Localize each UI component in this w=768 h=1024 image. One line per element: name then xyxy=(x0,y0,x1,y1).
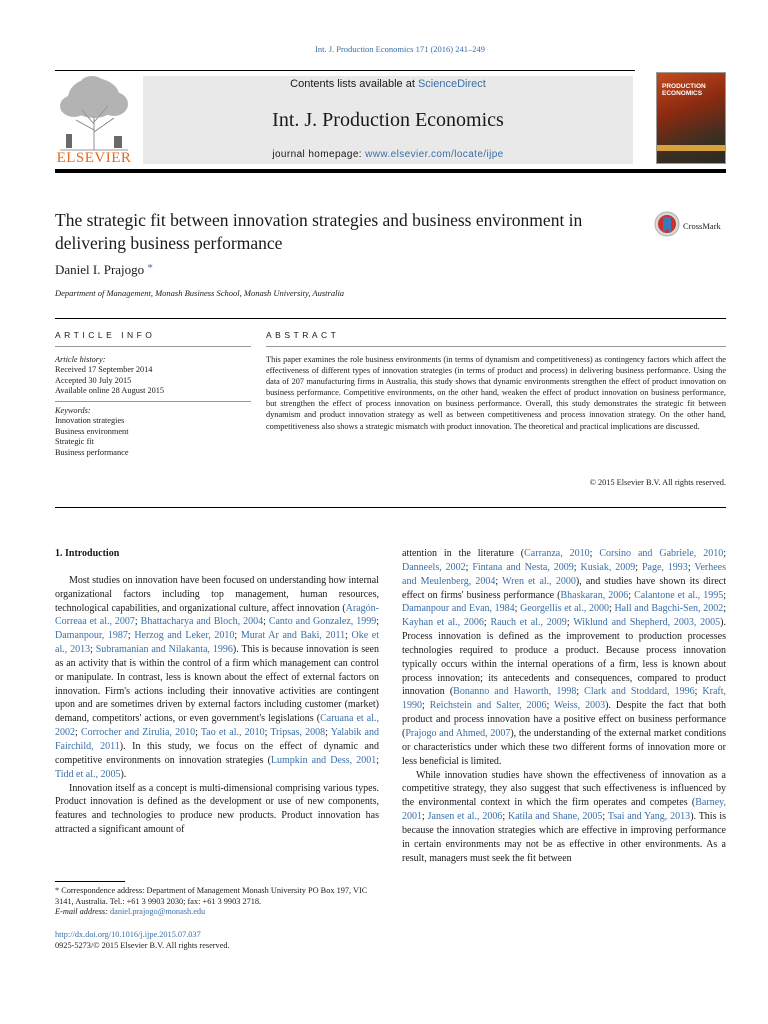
paragraph-text: ; xyxy=(75,727,81,739)
citation-link[interactable]: Reichstein and Salter, 2006 xyxy=(429,700,547,712)
abstract-heading: ABSTRACT xyxy=(266,330,340,340)
citation-link[interactable]: Rauch et al., 2009 xyxy=(490,617,567,629)
body-paragraph xyxy=(55,574,379,782)
citation-link[interactable]: Oke et al., 2013 xyxy=(55,630,379,656)
author-affiliation: Department of Management, Monash Business School, Monash University, Australia xyxy=(55,288,345,298)
paragraph-text: ). Process innovation is defined as the improvement to production processes technologies required to produce a product. Because process innovation typically occurs within the internal operations of a firm, less is known about process innovation; its antecedents and consequences, compared to product innovation ( xyxy=(402,617,726,698)
paragraph-text: ; xyxy=(573,561,581,573)
journal-citation-link[interactable]: Int. J. Production Economics 171 (2016) 241–249 xyxy=(315,44,485,54)
paragraph-text: ; xyxy=(422,700,430,712)
paragraph-text: ; xyxy=(635,561,642,573)
paragraph-text: ; xyxy=(134,616,141,628)
journal-name: Int. J. Production Economics xyxy=(272,109,504,131)
author-line xyxy=(55,262,153,278)
paragraph-text: ; xyxy=(90,644,96,656)
paragraph-text: ), the understanding of the external market conditions or characteristics under which these two different forms of innovation more or less beneficial is limited. xyxy=(402,727,726,767)
body-column-left xyxy=(55,547,379,837)
paragraph-text: attention in the literature ( xyxy=(402,548,525,559)
citation-link[interactable]: Murat Ar and Baki, 2011 xyxy=(240,630,346,642)
journal-homepage-line xyxy=(143,149,633,160)
abstract-text: This paper examines the role business environments (in terms of dynamism and competitiveness) as contingency factors which affect the effectiveness of different types of innovation strategies (in terms of product and process) in delivering business performance. Using the data of 207 manufacturing firms in Australia, this study shows that dynamic environments strengthen the effect of product innovation on business performance. Competitive environments, on the other hand, weaken the effect of product innovation on business performance, but strengthen the effect of process innovation on business performance. Overall, this study demonstrates the strategic fit between dynamism and product innovation strategy as well as between competitiveness and process innovation strategy. On the other hand, competitiveness also shows a strategic mismatch with product innovation. The theoretical and practical implications are discussed. xyxy=(266,355,726,431)
citation-link[interactable]: Kayhan et al., 2006 xyxy=(402,617,484,629)
crossmark-button[interactable] xyxy=(654,211,721,241)
paragraph-text: ). This is because innovation is seen as an activity that is within the control of a firm which management can control or manipulate. In contrast, less is known about the effect of external factors on innovation. Firm's actions including their innovative activities are contingent upon and are sometimes driven by external factors including customer (market) demand, competitors' actions, or even government's legislations ( xyxy=(55,644,379,725)
citation-link[interactable]: Wren et al., 2000 xyxy=(502,575,576,587)
footnote-rule xyxy=(55,881,125,882)
paragraph-text: ; xyxy=(602,811,608,823)
journal-cover-image xyxy=(656,72,726,164)
paragraph-text: ; xyxy=(264,727,271,739)
crossmark-label: CrossMark xyxy=(683,221,721,231)
history-accepted: Accepted 30 July 2015 xyxy=(55,375,132,385)
citation-link[interactable]: Lumpkin and Dess, 2001 xyxy=(270,754,377,766)
issn-copyright: 0925-5273/© 2015 Elsevier B.V. All rights reserved. xyxy=(55,940,230,950)
citation-link[interactable]: Caruana et al., 2002 xyxy=(55,713,379,739)
citation-link[interactable]: Kusiak, 2009 xyxy=(580,561,636,573)
section-rule xyxy=(55,318,726,319)
section-heading-introduction: 1. Introduction xyxy=(55,548,120,559)
citation-link[interactable]: Verhees and Meulenberg, 2004 xyxy=(402,561,726,587)
paragraph-text: ; xyxy=(483,617,491,629)
abstract-rule xyxy=(266,346,726,347)
paragraph-text: ; xyxy=(694,686,703,698)
citation-link[interactable]: Jansen et al., 2006 xyxy=(427,811,503,823)
paragraph-text: ; xyxy=(589,548,600,559)
paragraph-text: ; xyxy=(263,616,269,628)
paragraph-text: While innovation studies have shown the effectiveness of innovation as a competitive strategy, they also suggest that such effectiveness is influenced by the environmental context in which the firm operates and competes ( xyxy=(402,769,726,809)
keyword-item: Business performance xyxy=(55,447,129,457)
citation-link[interactable]: Corsino and Gabriele, 2010 xyxy=(599,548,724,559)
correspondence-address: * Correspondence address: Department of Management Monash University PO Box 197, VIC 3141, Australia. Tel.: +61 3 9903 2030; fax: +61 3 9903 2718. xyxy=(55,886,368,906)
contents-prefix: Contents lists available at xyxy=(290,78,418,90)
body-paragraph xyxy=(402,547,726,769)
paragraph-text: ; xyxy=(195,727,201,739)
paragraph-text: ; xyxy=(723,603,726,615)
paragraph-text: ; xyxy=(345,630,352,642)
abstract-copyright: © 2015 Elsevier B.V. All rights reserved. xyxy=(589,478,726,487)
paragraph-text: ), and studies have shown its direct effect on firms' business performance ( xyxy=(402,575,726,601)
crossmark-icon xyxy=(654,211,680,241)
citation-link[interactable]: Subramanian and Nilakanta, 1996 xyxy=(95,644,233,656)
author-name: Daniel I. Prajogo xyxy=(55,262,145,277)
elsevier-wordmark: ELSEVIER xyxy=(56,150,132,166)
paper-title: The strategic fit between innovation strategies and business environment in delivering business performance xyxy=(55,210,583,253)
history-label: Article history: xyxy=(55,355,106,364)
paragraph-text: ; xyxy=(376,616,380,628)
citation-link[interactable]: Tripsas, 2008 xyxy=(270,727,326,739)
citation-link[interactable]: Kraft, 1990 xyxy=(402,686,727,712)
paragraph-text: ; xyxy=(628,589,635,601)
citation-link[interactable]: Prajogo and Ahmed, 2007 xyxy=(405,727,511,739)
email-label: E-mail address: xyxy=(55,907,110,916)
email-line xyxy=(55,907,379,918)
body-column-right xyxy=(402,547,726,865)
history-online: Available online 28 August 2015 xyxy=(55,386,165,396)
citation-link[interactable]: Aragón-Correaa et al., 2007 xyxy=(55,602,379,628)
paragraph-text: ; xyxy=(465,561,473,573)
header-rule xyxy=(55,70,635,71)
paragraph-text: ; xyxy=(723,589,727,601)
paragraph-text: ; xyxy=(495,575,503,587)
paragraph-text: ; xyxy=(376,754,379,766)
paragraph-text: ; xyxy=(546,700,555,712)
sciencedirect-link[interactable]: ScienceDirect xyxy=(417,78,486,90)
paragraph-text: Innovation itself as a concept is multi-dimensional comprising various types. Product innovation is defined as the development or use of new components, features and technologies to produce new products. Product innovation has attracted a significant amount of xyxy=(55,782,379,836)
paragraph-text: ; xyxy=(127,630,135,642)
keywords-rule xyxy=(55,401,251,402)
citation-link[interactable]: Wiklund and Shepherd, 2003, 2005 xyxy=(573,617,721,629)
body-paragraph xyxy=(402,769,726,866)
citation-link[interactable]: Katila and Shane, 2005 xyxy=(507,811,603,823)
citation-link[interactable]: Damanpour, 1987 xyxy=(55,630,128,642)
paragraph-text: ; xyxy=(502,811,508,823)
article-info-rule xyxy=(55,346,251,347)
citation-link[interactable]: Barney, 2001 xyxy=(402,797,726,823)
citation-link[interactable]: Tidd et al., 2005 xyxy=(55,768,121,780)
footnote xyxy=(55,886,379,918)
citation-link[interactable]: Yalabik and Fairchild, 2011 xyxy=(55,727,379,752)
keywords-block xyxy=(55,406,251,458)
paragraph-text: ). xyxy=(120,768,127,780)
paragraph-text: ; xyxy=(723,548,727,559)
keyword-item: Strategic fit xyxy=(55,437,94,447)
contents-line xyxy=(143,78,633,90)
paragraph-text: ). This is because the innovation strategies which are effective in improving performance in certain environments may not be as effective in other environments. As a result, managers must seek the fit between xyxy=(402,811,727,864)
keywords-label: Keywords: xyxy=(55,406,91,415)
paragraph-text: ; xyxy=(234,630,241,642)
paragraph-text: ; xyxy=(514,603,521,615)
homepage-prefix: journal homepage: xyxy=(272,149,366,160)
paragraph-text: Most studies on innovation have been focused on understanding how internal organizational factors including top management, human resources, technological capabilities, and organizational culture, affect innovation ( xyxy=(55,574,379,614)
citation-link[interactable]: Clark and Stoddard, 1996 xyxy=(584,686,695,698)
article-history xyxy=(55,355,251,397)
citation-link[interactable]: Corrocher and Zirulia, 2010 xyxy=(80,727,196,739)
journal-homepage-link[interactable]: www.elsevier.com/locate/ijpe xyxy=(365,149,504,160)
citation-link[interactable]: Page, 1993 xyxy=(641,561,688,573)
citation-link[interactable]: Carranza, 2010 xyxy=(524,548,590,559)
citation-link[interactable]: Fintana and Nesta, 2009 xyxy=(472,561,574,573)
citation-link[interactable]: Calantone et al., 1995 xyxy=(634,589,724,601)
history-received: Received 17 September 2014 xyxy=(55,365,153,375)
paragraph-text: ; xyxy=(566,617,574,629)
article-info-heading: ARTICLE INFO xyxy=(55,330,156,340)
citation-link[interactable]: Hall and Bagchi-Sen, 2002 xyxy=(614,603,724,615)
citation-link[interactable]: Bonanno and Haworth, 1998 xyxy=(453,686,577,698)
citation-link[interactable]: Bhattacharya and Bloch, 2004 xyxy=(140,616,264,628)
paragraph-text: ; xyxy=(609,603,615,615)
citation-link[interactable]: Danneels, 2002 xyxy=(402,561,466,573)
paragraph-text: ; xyxy=(422,811,428,823)
cover-stripe xyxy=(657,145,725,151)
elsevier-tree-icon xyxy=(52,74,136,152)
citation-link[interactable]: Tao et al., 2010 xyxy=(200,727,265,739)
paragraph-text: ). In this study, we focus on the effect of dynamic and competitive environments on innovation strategies ( xyxy=(55,740,379,766)
citation-link[interactable]: Tsai and Yang, 2013 xyxy=(607,811,691,823)
doi-block xyxy=(55,930,379,951)
paragraph-text: ; xyxy=(325,727,331,739)
cover-title: PRODUCTION ECONOMICS xyxy=(662,83,706,97)
citation-link[interactable]: Canto and Gonzalez, 1999 xyxy=(268,616,377,628)
citation-link[interactable]: Weiss, 2003 xyxy=(554,700,606,712)
header-thick-rule xyxy=(55,169,726,173)
citation-link[interactable]: Georgellis et al., 2000 xyxy=(520,603,609,615)
keyword-item: Innovation strategies xyxy=(55,416,125,426)
citation-link[interactable]: Herzog and Leker, 2010 xyxy=(134,630,235,642)
body-rule xyxy=(55,507,726,508)
correspondence-link[interactable]: * xyxy=(147,262,153,274)
doi-link[interactable]: http://dx.doi.org/10.1016/j.ijpe.2015.07.037 xyxy=(55,930,201,939)
citation-link[interactable]: Damanpour and Evan, 1984 xyxy=(402,603,515,615)
citation-link[interactable]: Bhaskaran, 2006 xyxy=(560,589,629,601)
elsevier-logo xyxy=(52,74,136,164)
email-link[interactable]: daniel.prajogo@monash.edu xyxy=(110,907,206,916)
body-paragraph xyxy=(55,782,379,837)
paragraph-text: ; xyxy=(576,686,585,698)
paragraph-text: ). Despite the fact that both product and process innovation have a positive effect on business performance ( xyxy=(402,700,727,739)
keyword-item: Business environment xyxy=(55,426,129,436)
paragraph-text: ; xyxy=(687,561,695,573)
